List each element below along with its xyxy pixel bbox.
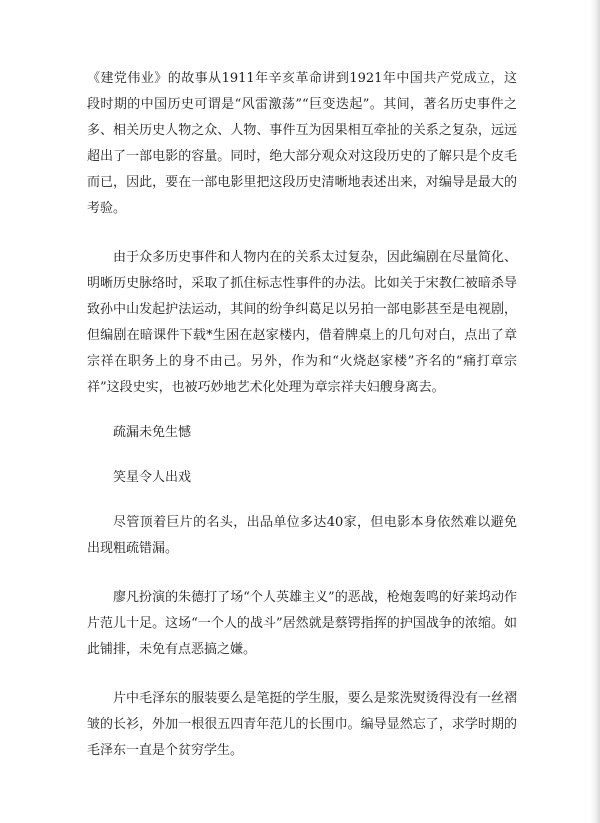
paragraph-mao-costume: 片中毛泽东的服装要么是笔挺的学生服，要么是浆洗熨烫得没有一丝褶皱的长衫，外加一根很五四青年范儿的长围巾。编导显然忘了，求学时期的毛泽东一直是个贫穷学生。 xyxy=(87,691,517,758)
subheading-omissions: 疏漏未免生憾 xyxy=(113,425,192,440)
scan-edge-shadow xyxy=(590,0,600,823)
subheading-comedians: 笑星令人出戏 xyxy=(113,470,192,485)
paragraph-intro: 《建党伟业》的故事从1911年辛亥革命讲到1921年中国共产党成立，这段时期的中国历史可谓是“风雷激荡”“巨变迭起”。其间，著名历史事件之多、相关历史人物之众、人物、事件互为因果相互牵扯的关系之复杂，远远超出了一部电影的容量。同时，绝大部分观众对这段历史的了解只是个皮毛而已，因此，要在一部电影里把这段历史清晰地表述出来，对编导是最大的考验。 xyxy=(87,71,517,216)
paragraph-editing-approach: 由于众多历史事件和人物内在的关系太过复杂，因此编剧在尽量简化、明晰历史脉络时，采取了抓住标志性事件的办法。比如关于宋教仁被暗杀导致孙中山发起护法运动，其间的纷争纠葛足以另拍一部电影甚至是电视剧，但编剧在暗课件下载*生困在赵家楼内，借着牌桌上的几句对白，点出了章宗祥在职务上的身不由己。另外，作为和“火烧赵家楼”齐名的“痛打章宗祥”这段史实，也被巧妙地艺术化处理为章宗祥夫妇艘身离去。 xyxy=(87,250,517,395)
paragraph-errors: 尽管顶着巨片的名头，出品单位多达40家，但电影本身依然难以避免出现粗疏错漏。 xyxy=(87,515,517,556)
paragraph-zhu-de: 廖凡扮演的朱德打了场“个人英雄主义”的恶战，枪炮轰鸣的好莱坞动作片范儿十足。这场“一个人的战斗”居然就是蔡锷指挥的护国战争的浓缩。如此铺排，未免有点恶搞之嫌。 xyxy=(87,590,517,657)
article-body xyxy=(87,66,517,764)
